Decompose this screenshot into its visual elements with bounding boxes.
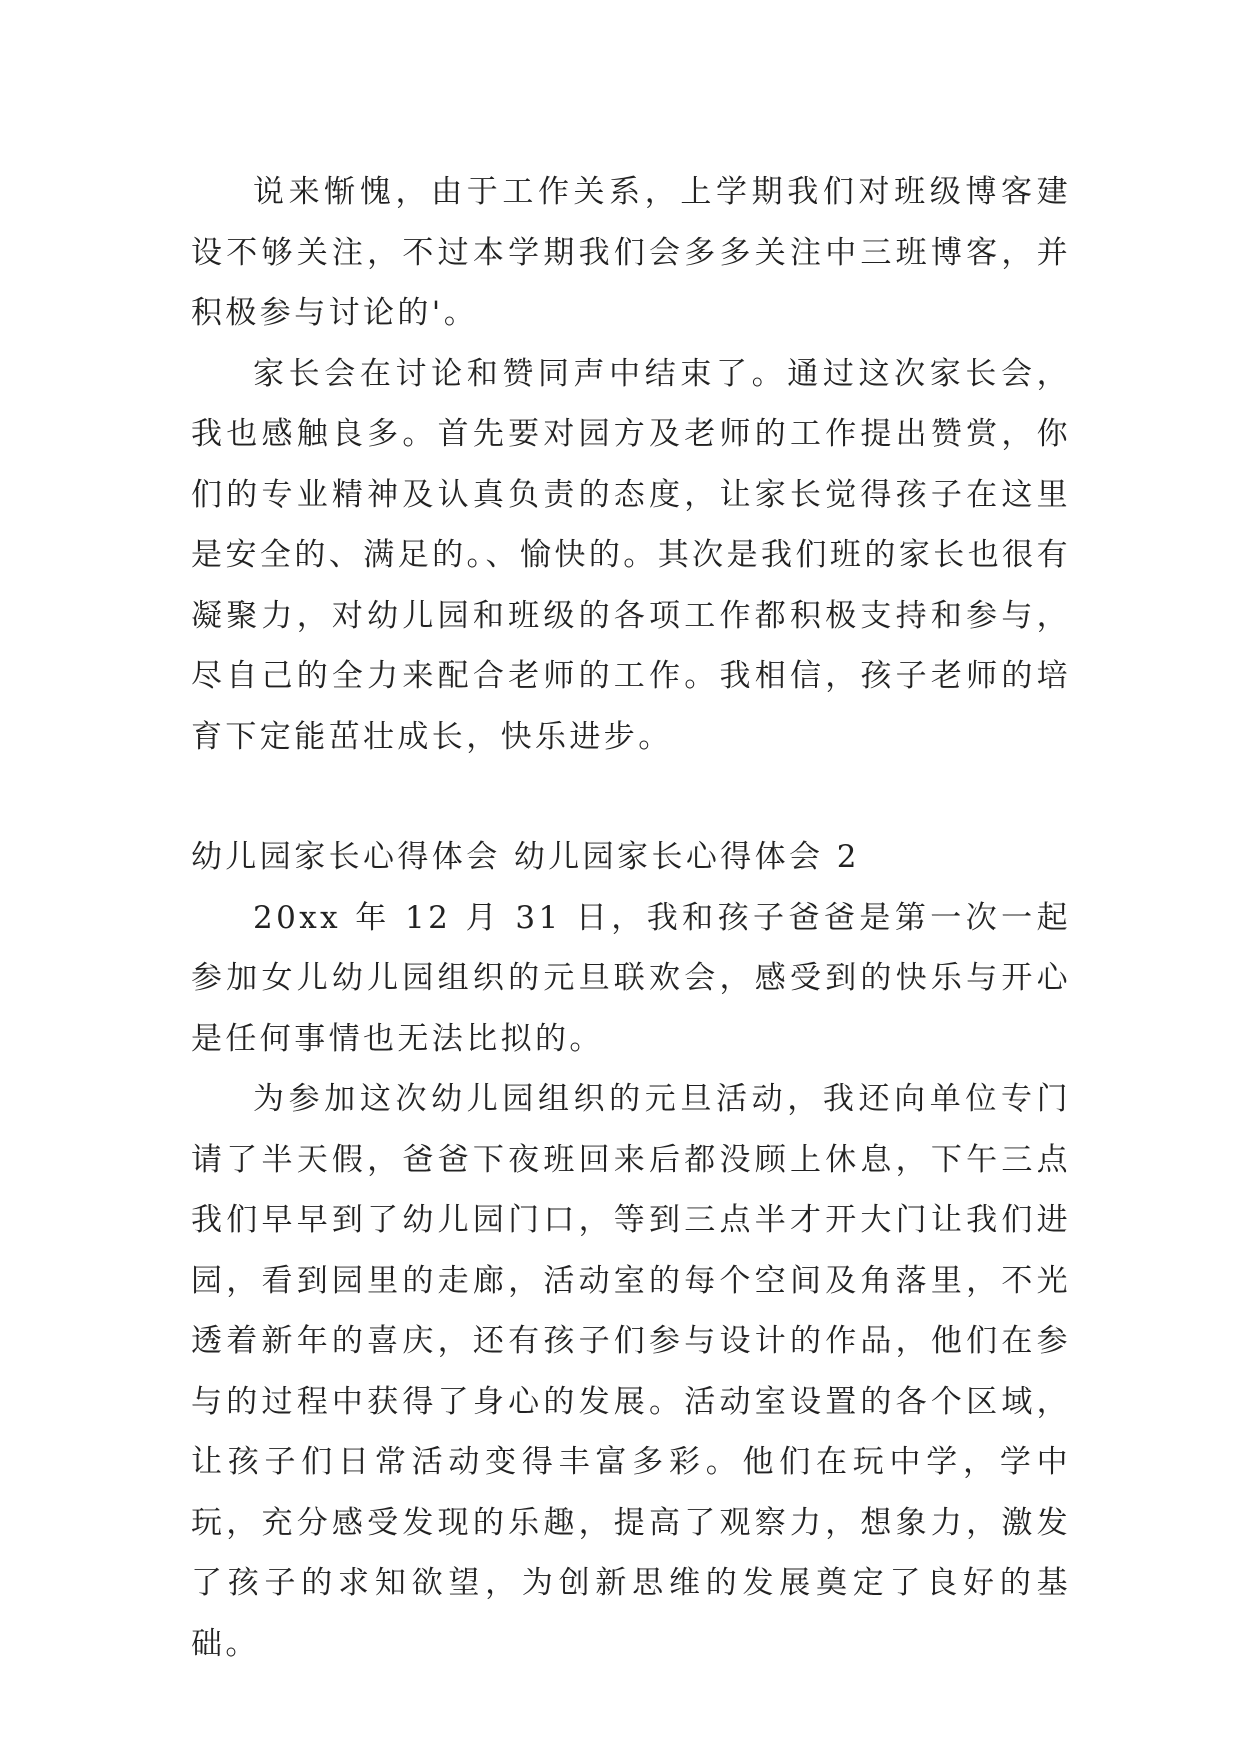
paragraph-meeting-reflection: 家长会在讨论和赞同声中结束了。通过这次家长会，我也感触良多。首先要对园方及老师的工作提出赞赏，你们的专业精神及认真负责的态度，让家长觉得孩子在这里是安全的、满足的。、愉快的。其次是我们班的家长也很有凝聚力，对幼儿园和班级的各项工作都积极支持和参与，尽自己的全力来配合老师的工作。我相信，孩子老师的培育下定能茁壮成长，快乐进步。 — [191, 355, 1071, 755]
paragraph-blog-apology: 说来惭愧，由于工作关系，上学期我们对班级博客建设不够关注，不过本学期我们会多多关注中三班博客，并积极参与讨论的'。 — [191, 174, 1071, 331]
document-body — [191, 162, 1071, 1674]
paragraph-new-year-party: 20xx 年 12 月 31 日，我和孩子爸爸是第一次一起参加女儿幼儿园组织的元旦联欢会，感受到的快乐与开心是任何事情也无法比拟的。 — [191, 899, 1071, 1057]
paragraph-activity-details: 为参加这次幼儿园组织的元旦活动，我还向单位专门请了半天假，爸爸下夜班回来后都没顾上休息，下午三点我们早早到了幼儿园门口，等到三点半才开大门让我们进园，看到园里的走廊，活动室的每个空间及角落里，不光透着新年的喜庆，还有孩子们参与设计的作品，他们在参与的过程中获得了身心的发展。活动室设置的各个区域，让孩子们日常活动变得丰富多彩。他们在玩中学，学中玩，充分感受发现的乐趣，提高了观察力，想象力，激发了孩子的求知欲望，为创新思维的发展奠定了良好的基础。 — [191, 1081, 1071, 1662]
section-heading: 幼儿园家长心得体会 幼儿园家长心得体会 2 — [191, 839, 860, 875]
